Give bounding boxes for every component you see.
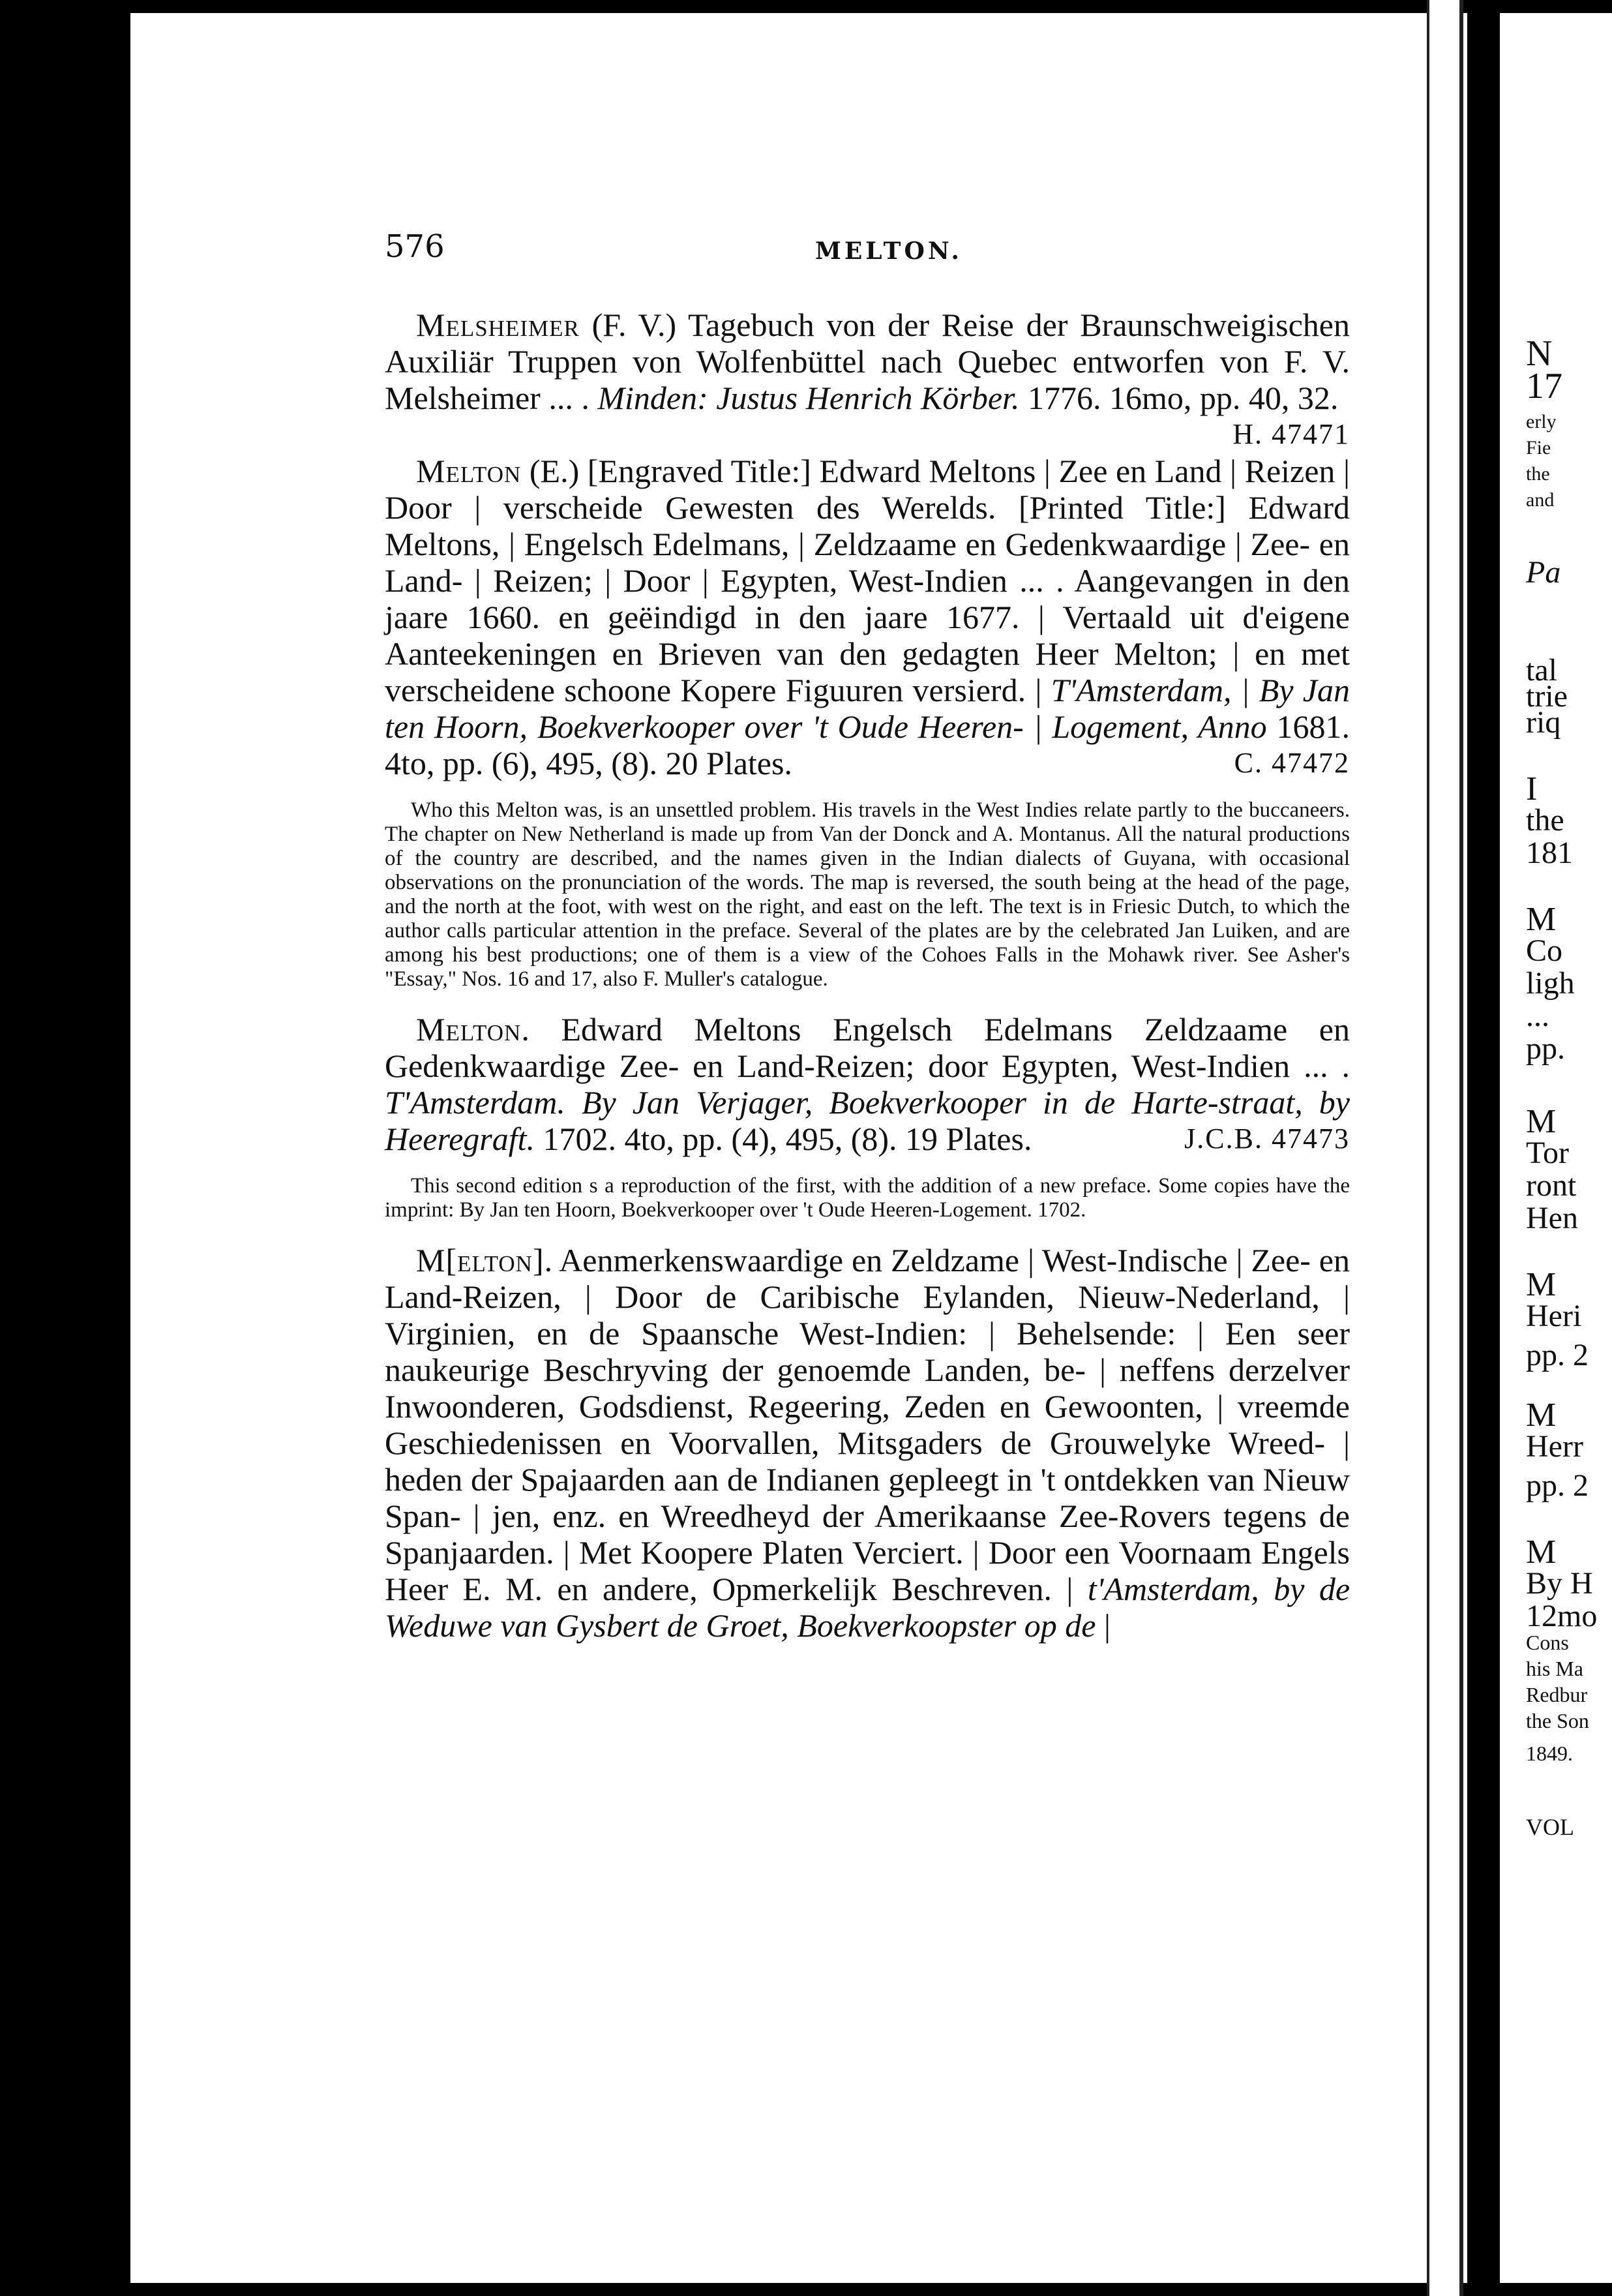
entry-melton-aenmerkenswaardige bbox=[385, 1242, 1350, 1644]
entry-melsheimer bbox=[385, 307, 1350, 450]
facing-page-fragment: pp. 2 bbox=[1526, 1338, 1589, 1372]
facing-page-fragment: ... bbox=[1526, 999, 1549, 1033]
facing-page-fragment: VOL bbox=[1526, 1814, 1574, 1840]
facing-page-fragment: ligh bbox=[1526, 966, 1575, 1001]
facing-page-fragment: the bbox=[1526, 803, 1564, 838]
facing-page-fragment: Tor bbox=[1526, 1136, 1569, 1170]
facing-page bbox=[1500, 13, 1612, 2283]
entry-imprint: t'Amsterdam, by de Weduwe van Gysbert de Groet, Boekverkoopster op de bbox=[385, 1571, 1351, 1644]
entry-headword: Melsheimer bbox=[416, 307, 580, 343]
facing-page-fragment: tal bbox=[1526, 653, 1557, 687]
facing-page-fragment: Cons bbox=[1526, 1631, 1569, 1654]
facing-page-fragment: N bbox=[1526, 333, 1553, 374]
facing-page-fragment: M bbox=[1526, 1266, 1557, 1303]
facing-page-fragment: 12mo bbox=[1526, 1599, 1598, 1633]
entry-headword: Melton bbox=[416, 1011, 522, 1048]
facing-page-fragment: riq bbox=[1526, 705, 1561, 740]
entry-number: C. 47472 bbox=[1234, 747, 1350, 779]
facing-page-fragment: Heri bbox=[1526, 1299, 1582, 1333]
entry-melton-1702 bbox=[385, 1011, 1350, 1157]
facing-page-fragment: Herr bbox=[1526, 1429, 1583, 1464]
page-gutter bbox=[1427, 0, 1463, 2296]
facing-page-fragment: M bbox=[1526, 1103, 1557, 1140]
facing-page-fragment: By H bbox=[1526, 1566, 1593, 1601]
facing-page-fragment: Hen bbox=[1526, 1201, 1578, 1235]
entry-note: Who this Melton was, is an unsettled problem. His travels in the West Indies relate partly to the buccaneers. The chapter on New Netherland is made up from Van der Donck and A. Montanus. All the natural productions of the country are described, and the names given in the Indian dialects of Guyana, with occasional observations on the pronunciation of the words. The map is reversed, the south being at the head of the page, and the north at the foot, with west on the right, and east on the left. The text is in Friesic Dutch, to which the author calls particular attention in the preface. Several of the plates are by the celebrated Jan Luiken, and are among his best productions; one of them is a view of the Cohoes Falls in the Mohawk river. See Asher's "Essay," Nos. 16 and 17, also F. Muller's catalogue. bbox=[385, 798, 1350, 991]
entry-text: . Aenmerkenswaardige en Zeldzame | West-Indische | Zee- en Land-Reizen, | Door de Caribische Eylanden, Nieuw-Nederland, | Virginien, en de Spaansche West-Indien: | Behelsende: | Een seer naukeurige Beschryving der genoemde Landen, be- | neffens derzelver Inwoonderen, Godsdienst, Regeering, Zeden en Gewoonten, | vreemde Geschiedenissen en Voorvallen, Mitsgaders de Grouwelyke Wreed- | heden der Spajaarden aan de Indianen gepleegt in 't ontdekken van Nieuw Span- | jen, enz. en Wreedheyd der Amerikaanse Zee-Rovers tegens de Spanjaarden. | Met Koopere Platen Verciert. | Door een Voornaam Engels Heer E. M. en andere, Opmerkelijk Beschreven. | bbox=[385, 1242, 1350, 1607]
facing-page-fragment: Pa bbox=[1526, 555, 1561, 590]
entry-imprint: T'Amsterdam, | By Jan ten Hoorn, Boekverkooper over 't Oude Heeren- | Logement, Anno bbox=[385, 672, 1350, 745]
facing-page-fragment: and bbox=[1526, 489, 1555, 511]
entry-headword: M[elton] bbox=[416, 1242, 545, 1278]
facing-page-fragment: the Son bbox=[1526, 1709, 1589, 1732]
facing-page-fragment: pp. bbox=[1526, 1031, 1565, 1066]
entry-collation: 1681. 4to, pp. (6), 495, (8). 20 Plates. bbox=[385, 708, 1350, 781]
facing-page-fragment: the bbox=[1526, 463, 1550, 485]
facing-page-fragment: 1849. bbox=[1526, 1742, 1573, 1765]
entry-number: H. 47471 bbox=[1232, 418, 1350, 450]
facing-page-fragment: 17 bbox=[1526, 366, 1562, 406]
facing-page-fragment: Fie bbox=[1526, 437, 1551, 459]
entry-imprint: T'Amsterdam. By Jan Verjager, Boekverkooper in de Harte-straat, by Heeregraft. bbox=[385, 1084, 1350, 1157]
entry-imprint: Minden: Justus Henrich Körber. bbox=[597, 380, 1020, 416]
facing-page-fragment: I bbox=[1526, 770, 1538, 808]
page-content bbox=[385, 307, 1350, 1661]
facing-page-fragment: his Ma bbox=[1526, 1657, 1583, 1680]
entry-collation: | bbox=[1096, 1607, 1111, 1644]
entry-note: This second edition s a reproduction of the first, with the addition of a new preface. Some copies have the imprint: By Jan ten Hoorn, Boekverkooper over 't Oude Heeren-Logement. 1702. bbox=[385, 1174, 1350, 1222]
facing-page-fragment: erly bbox=[1526, 411, 1557, 432]
facing-page-fragment: ront bbox=[1526, 1168, 1577, 1203]
entry-text: (E.) [Engraved Title:] Edward Meltons | Zee en Land | Reizen | Door | verscheide Gewesten des Werelds. [Printed Title:] Edward Meltons, | Engelsch Edelmans, | Zeldzaame en Gedenkwaardige | Zee- en Land- | Reizen; | Door | Egypten, West-Indien ... . Aangevangen in den jaare 1660. en geëindigd in den jaare 1677. | Vertaald uit d'eigene Aanteekeningen en Brieven van den gedagten Heer Melton; | en met verscheidene schoone Kopere Figuuren versierd. | bbox=[385, 453, 1350, 708]
facing-page-fragment: M bbox=[1526, 1397, 1557, 1434]
facing-page-fragment: Redbur bbox=[1526, 1683, 1588, 1706]
facing-page-fragment: trie bbox=[1526, 679, 1568, 714]
entry-text: (F. V.) Tagebuch von der Reise der Braunschweigischen Auxiliär Truppen von Wolfenbüttel nach Quebec entworfen von F. V. Melsheimer ... . bbox=[385, 307, 1350, 416]
facing-page-fragment: pp. 2 bbox=[1526, 1468, 1589, 1503]
page-number: 576 bbox=[385, 228, 445, 265]
facing-page-fragment: Co bbox=[1526, 933, 1563, 968]
entry-collation: 1776. 16mo, pp. 40, 32. bbox=[1019, 380, 1339, 416]
facing-page-fragment: M bbox=[1526, 1533, 1557, 1571]
running-head bbox=[385, 228, 1363, 267]
entry-text: . Edward Meltons Engelsch Edelmans Zeldzaame en Gedenkwaardige Zee- en Land-Reizen; door Egypten, West-Indien ... . bbox=[385, 1011, 1350, 1084]
entry-collation: 1702. 4to, pp. (4), 495, (8). 19 Plates. bbox=[535, 1121, 1032, 1157]
entry-melton-1681 bbox=[385, 453, 1350, 781]
entry-headword: Melton bbox=[416, 453, 522, 489]
facing-page-fragment: 181 bbox=[1526, 836, 1573, 870]
entry-number: J.C.B. 47473 bbox=[1184, 1123, 1350, 1155]
page-title: MELTON. bbox=[815, 237, 963, 265]
facing-page-fragment: M bbox=[1526, 901, 1557, 938]
